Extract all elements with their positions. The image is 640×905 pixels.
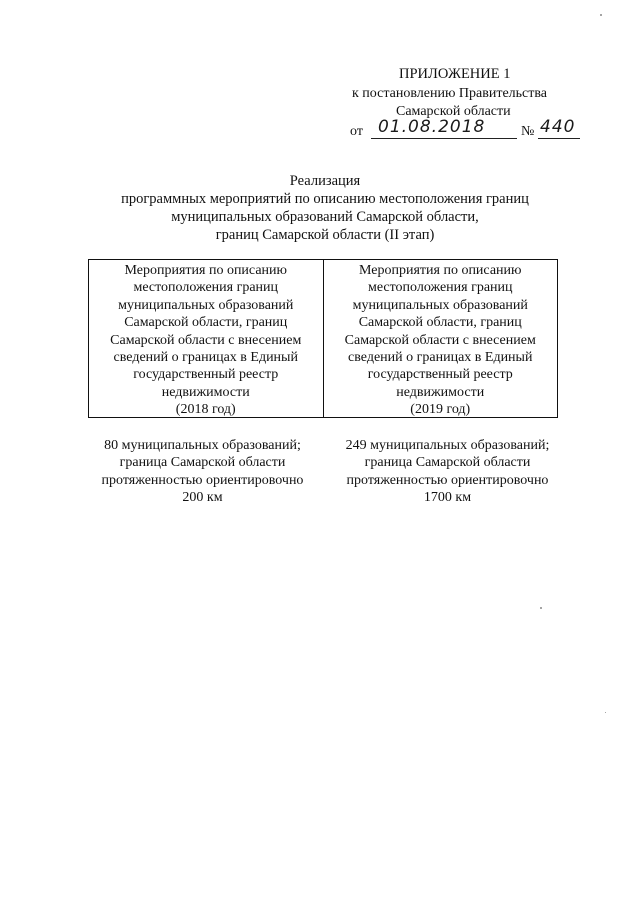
number-prefix: № [521, 124, 535, 139]
header-line: недвижимости [396, 384, 485, 400]
scan-speck [605, 712, 606, 713]
header-line: Самарской области с внесением [344, 332, 536, 348]
document-heading [80, 172, 570, 244]
measures-table [88, 259, 558, 418]
header-line: местоположения границ [133, 280, 279, 296]
value-line: граница Самарской области [119, 455, 286, 471]
value-line: 1700 км [423, 490, 472, 506]
header-line: Мероприятия по описанию [359, 263, 522, 278]
heading-line: муниципальных образований Самарской области, [171, 209, 479, 225]
value-cell-2019 [325, 437, 570, 507]
table-header-cell-2019 [323, 260, 558, 417]
value-line: граница Самарской области [364, 455, 531, 471]
scan-speck [540, 607, 542, 609]
header-line: муниципальных образований [352, 297, 528, 313]
date-prefix: от [350, 124, 363, 139]
table-header-cell-2018 [89, 260, 323, 417]
header-line: Самарской области, границ [358, 315, 522, 331]
header-line: сведений о границах в Единый [113, 350, 298, 366]
value-line: 249 муниципальных образований; [345, 438, 550, 453]
date-number-row [350, 117, 590, 143]
appendix-title: ПРИЛОЖЕНИЕ 1 [399, 66, 511, 82]
heading-line: Реализация [289, 173, 361, 189]
header-line: государственный реестр [133, 367, 279, 383]
header-line: местоположения границ [367, 280, 513, 296]
date-underline [371, 138, 517, 139]
value-line: протяженностью ориентировочно [346, 472, 549, 488]
value-line: 200 км [182, 490, 223, 506]
header-line: Самарской области с внесением [110, 332, 302, 348]
heading-line: границ Самарской области (II этап) [215, 227, 435, 243]
appendix-resolution-line: к постановлению Правительства [352, 86, 548, 101]
number-underline [538, 138, 580, 139]
header-line: (2018 год) [175, 402, 236, 418]
header-line: сведений о границах в Единый [348, 350, 533, 366]
value-line: 80 муниципальных образований; [104, 438, 301, 453]
header-line: Самарской области, границ [124, 315, 288, 331]
values-row [80, 437, 570, 507]
handwritten-number: 440 [540, 117, 576, 137]
header-line: государственный реестр [367, 367, 513, 383]
heading-line: программных мероприятий по описанию местоположения границ [121, 191, 529, 207]
value-line: протяженностью ориентировочно [101, 472, 304, 488]
header-line: муниципальных образований [118, 297, 294, 313]
scan-speck [600, 14, 602, 16]
value-cell-2018 [80, 437, 325, 507]
header-line: (2019 год) [410, 402, 471, 418]
appendix-region-line: Самарской области [396, 104, 511, 119]
header-line: недвижимости [161, 384, 250, 400]
handwritten-date: 01.08.2018 [378, 117, 486, 137]
header-line: Мероприятия по описанию [124, 263, 287, 278]
